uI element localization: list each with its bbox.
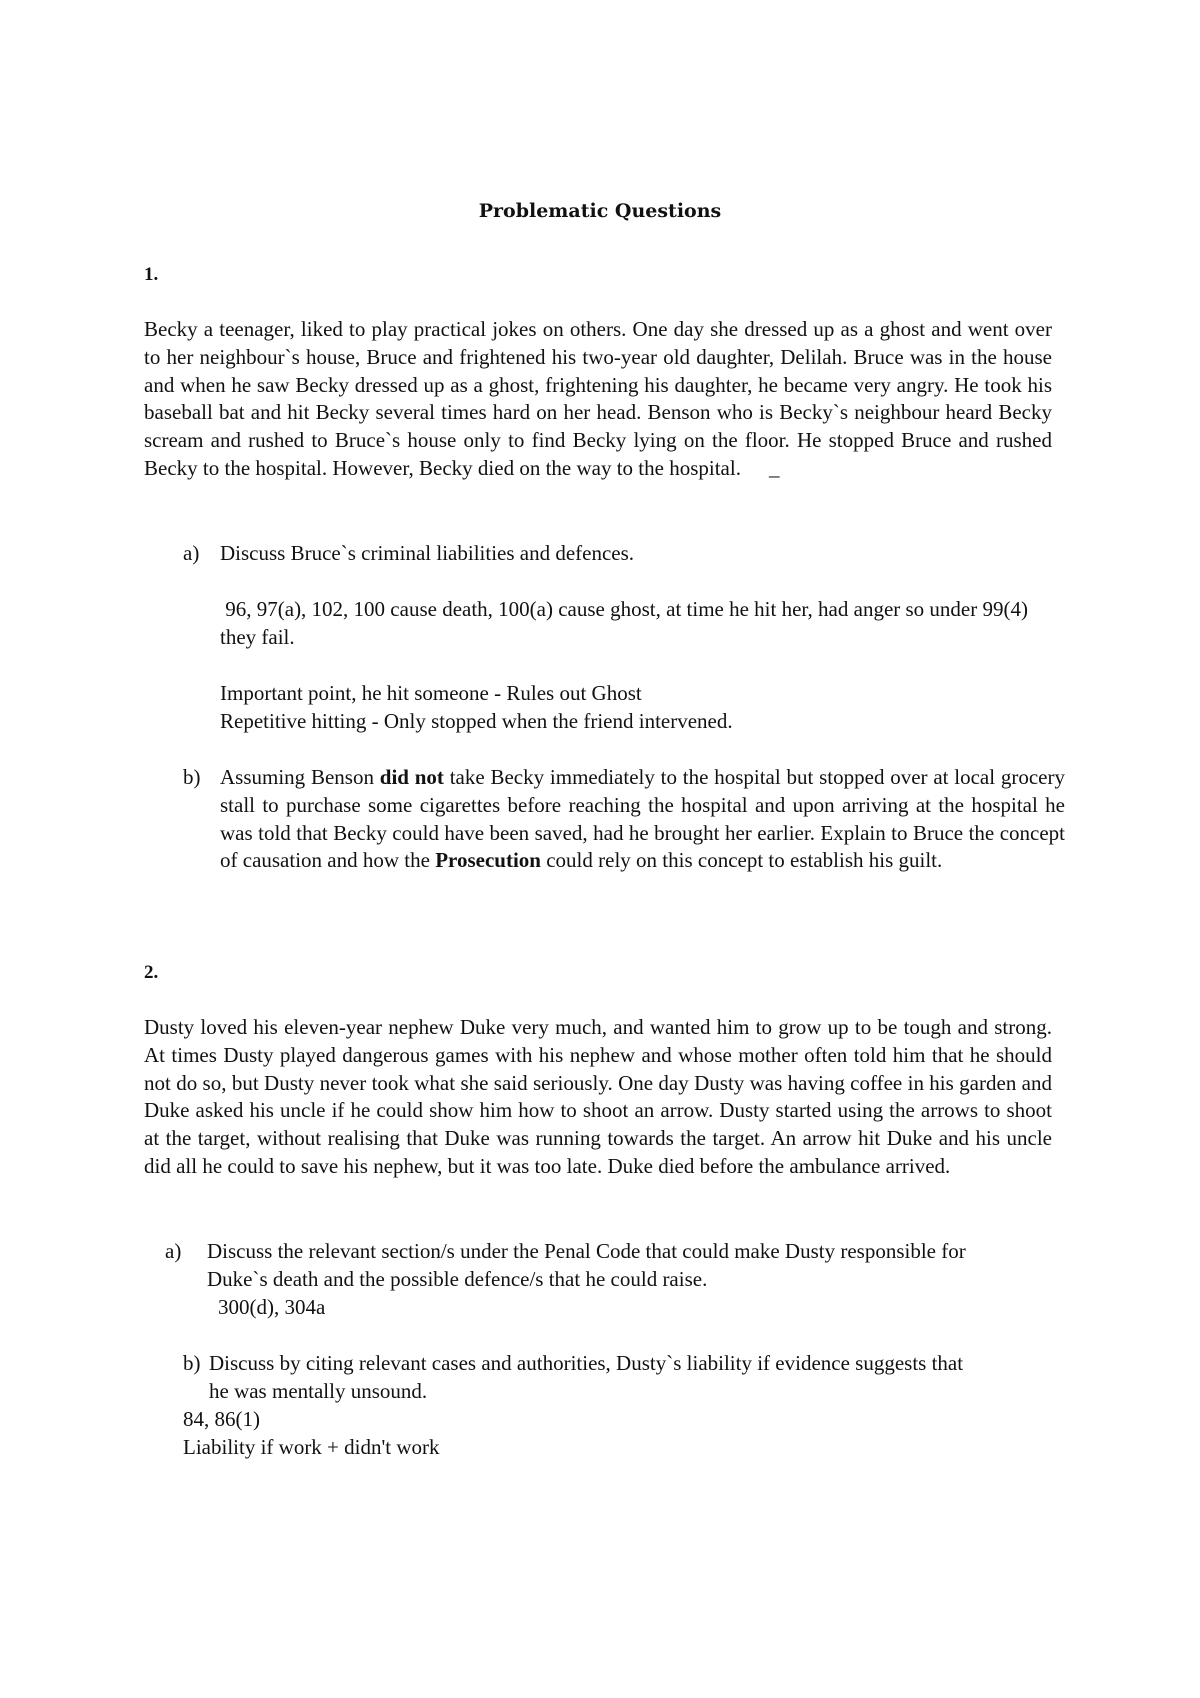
question-1a-note-3: Repetitive hitting - Only stopped when the friend intervened. — [220, 708, 733, 733]
question-1-scenario — [144, 316, 1052, 483]
question-1b-text: Assuming Benson did not take Becky immediately to the hospital but stopped over at local grocery stall to purchase some cigarettes before reaching the hospital and upon arriving at the hospital he was told that Becky could have been saved, had he brought her earlier. Explain to Bruce the concept of causation and how the Prosecution could rely on this concept to establish his guilt. — [220, 765, 1065, 873]
document-title: Problematic Questions — [478, 200, 722, 222]
question-2b-note-2: Liability if work + didn't work — [183, 1434, 440, 1459]
question-2-number: 2. — [144, 962, 159, 983]
question-1a — [183, 540, 1053, 568]
question-1a-notes — [220, 680, 1065, 736]
question-1a-note-1: 96, 97(a), 102, 100 cause death, 100(a) cause ghost, at time he hit her, had anger so under 99(4) they fail. — [220, 597, 1028, 649]
question-2a — [165, 1238, 975, 1294]
question-1b-emphasis-did-not: did not — [379, 765, 444, 789]
question-1-scenario-mark: _ — [768, 455, 780, 480]
question-1-number: 1. — [144, 264, 159, 285]
question-2a-text: Discuss the relevant section/s under the Penal Code that could make Dusty responsible for Duke`s death and the possible defence/s that he could raise. — [207, 1239, 966, 1291]
question-1a-marker: a) — [183, 541, 200, 565]
question-1b-marker: b) — [183, 765, 201, 789]
question-2b-notes — [183, 1406, 883, 1462]
question-1a-note-2: Important point, he hit someone - Rules out Ghost — [220, 681, 642, 705]
question-2a-note: 300(d), 304a — [218, 1295, 326, 1319]
question-1-scenario-text: Becky a teenager, liked to play practical jokes on others. One day she dressed up as a ghost and went over to her neighbour`s house, Bruce and frightened his two-year old daughter, Delilah. Bruce was in the house and when he saw Becky dressed up as a ghost, frightening his daughter, he became very angry. He took his baseball bat and hit Becky several times hard on her head. Benson who is Becky`s neighbour heard Becky scream and rushed to Bruce`s house only to find Becky lying on the floor. He stopped Bruce and rushed Becky to the hospital. However, Becky died on the way to the hospital. — [144, 317, 1052, 480]
question-1b — [183, 764, 1065, 875]
question-2a-marker: a) — [165, 1239, 182, 1263]
question-2b-note-1: 84, 86(1) — [183, 1407, 260, 1431]
question-1a-text: Discuss Bruce`s criminal liabilities and defences. — [220, 541, 635, 565]
question-2b-marker: b) — [183, 1351, 201, 1375]
question-1b-emphasis-prosecution: Prosecution — [435, 848, 541, 873]
question-2-scenario: Dusty loved his eleven-year nephew Duke very much, and wanted him to grow up to be tough and strong. At times Dusty played dangerous games with his nephew and whose mother often told him that he should not do so, but Dusty never took what she said seriously. One day Dusty was having coffee in his garden and Duke asked his uncle if he could show him how to shoot an arrow. Dusty started using the arrows to shoot at the target, without realising that Duke was running towards the target. An arrow hit Duke and his uncle did all he could to save his nephew, but it was too late. Duke died before the ambulance arrived. — [144, 1015, 1052, 1178]
question-2b — [183, 1350, 973, 1406]
question-2b-text: Discuss by citing relevant cases and authorities, Dusty`s liability if evidence suggests that he was mentally unsound. — [209, 1351, 964, 1403]
